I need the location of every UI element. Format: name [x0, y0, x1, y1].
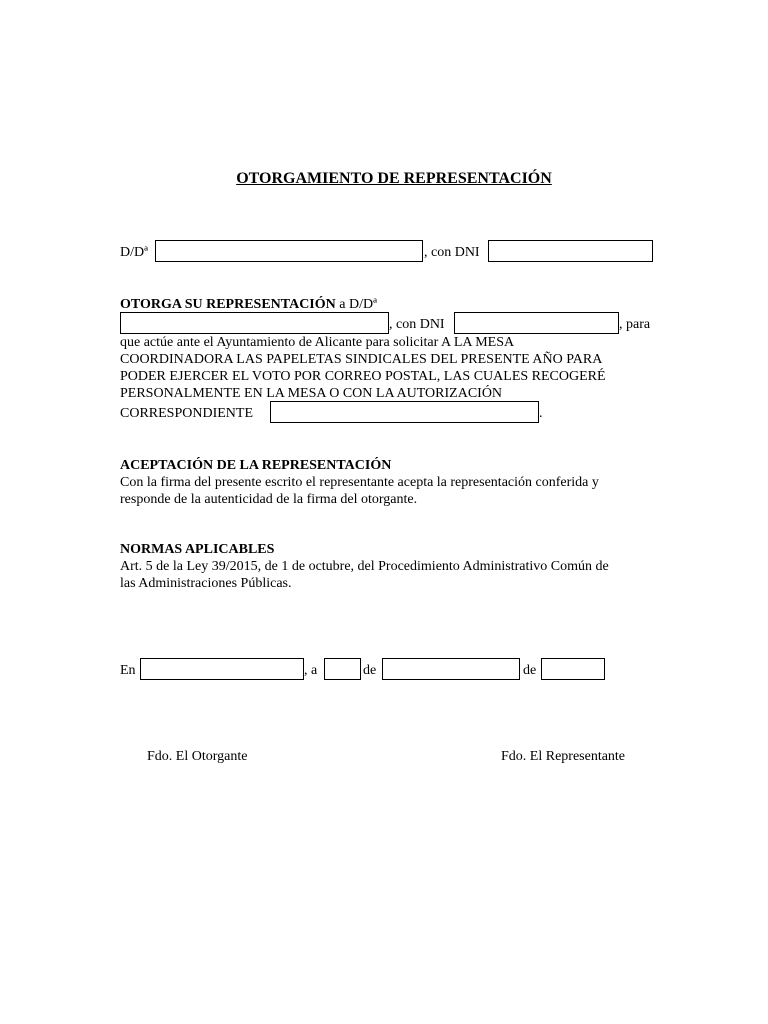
nombre-otorgante-field[interactable] — [155, 240, 423, 262]
aceptacion-line: Con la firma del presente escrito el representante acepta la representación conferida y — [120, 475, 599, 490]
correspondiente-label: CORRESPONDIENTE — [120, 406, 254, 421]
period-mark: . — [539, 406, 543, 421]
aceptacion-line: responde de la autenticidad de la firma del otorgante. — [120, 492, 418, 507]
dia-field[interactable] — [324, 658, 361, 680]
otorga-heading-line — [120, 296, 377, 313]
correspondiente-field[interactable] — [270, 401, 539, 423]
otorga-body-line: PERSONALMENTE EN LA MESA O CON LA AUTORIZACIÓN — [120, 386, 503, 401]
dni-otorgante-field[interactable] — [488, 240, 653, 262]
anio-field[interactable] — [541, 658, 605, 680]
a-label: , a — [304, 663, 318, 678]
para-label: , para — [619, 317, 651, 332]
otorga-heading-suffix: a D/Dª — [335, 297, 377, 312]
otorga-body-line: que actúe ante el Ayuntamiento de Alicante para solicitar A LA MESA — [120, 335, 515, 350]
firma-representante-label: Fdo. El Representante — [501, 749, 626, 764]
en-label: En — [120, 663, 136, 678]
normas-line: las Administraciones Públicas. — [120, 576, 292, 591]
document-title: OTORGAMIENTO DE REPRESENTACIÓN — [236, 170, 552, 187]
con-dni-label-2: , con DNI — [389, 317, 445, 332]
otorga-body-line: COORDINADORA LAS PAPELETAS SINDICALES DEL PRESENTE AÑO PARA — [120, 352, 603, 367]
otorga-heading: OTORGA SU REPRESENTACIÓN — [120, 297, 336, 312]
dd-label: D/Dª — [120, 245, 148, 260]
mes-field[interactable] — [382, 658, 520, 680]
otorga-body-line: PODER EJERCER EL VOTO POR CORREO POSTAL, LAS CUALES RECOGERÉ — [120, 369, 606, 384]
aceptacion-heading: ACEPTACIÓN DE LA REPRESENTACIÓN — [120, 458, 392, 473]
normas-heading: NORMAS APLICABLES — [120, 542, 275, 557]
normas-line: Art. 5 de la Ley 39/2015, de 1 de octubre, del Procedimiento Administrativo Común de — [120, 559, 609, 574]
dni-representante-field[interactable] — [454, 312, 619, 334]
con-dni-label: , con DNI — [424, 245, 480, 260]
nombre-representante-field[interactable] — [120, 312, 389, 334]
firma-otorgante-label: Fdo. El Otorgante — [147, 749, 248, 764]
de-label-2: de — [523, 663, 537, 678]
lugar-field[interactable] — [140, 658, 304, 680]
de-label-1: de — [363, 663, 377, 678]
